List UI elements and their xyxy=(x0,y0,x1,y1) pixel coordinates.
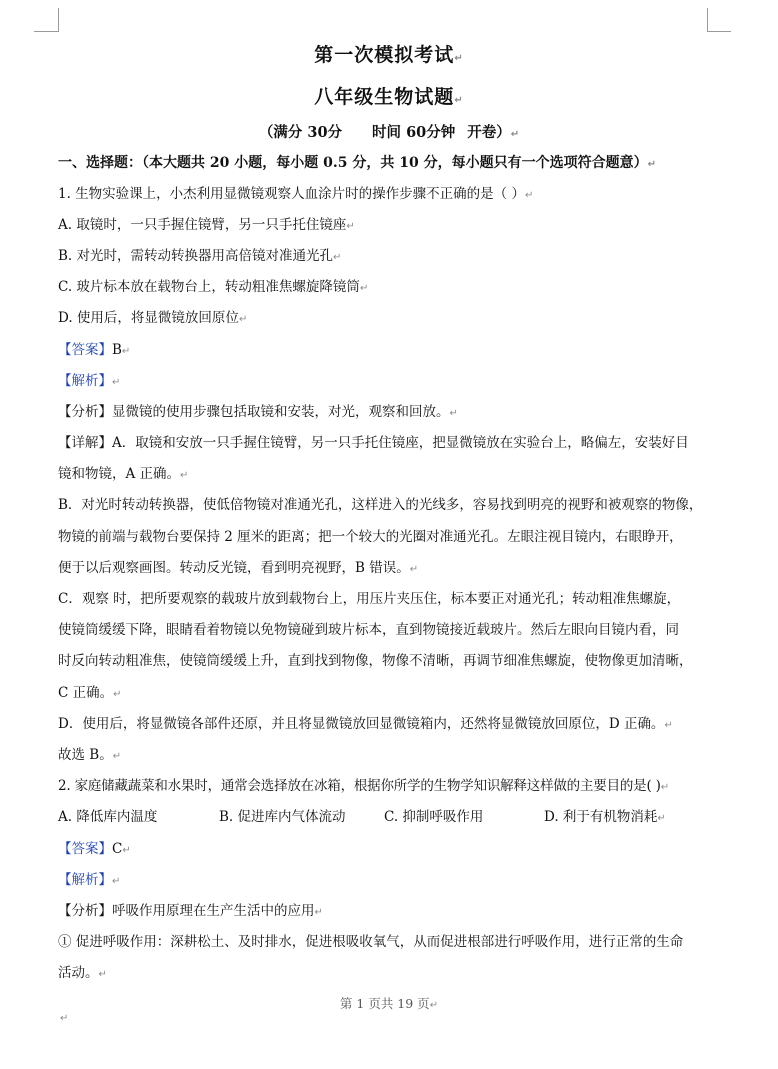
crop-mark-top-right-vertical xyxy=(707,8,708,32)
q2-point-line-2: 活动。↵ xyxy=(58,965,107,981)
crop-mark-top-right-horizontal xyxy=(707,31,731,32)
q1-detail-line-11: 故选 B。↵ xyxy=(58,747,122,763)
q1-option-c: C. 玻片标本放在载物台上，转动粗准焦螺旋降镜筒↵ xyxy=(58,279,369,295)
q1-option-a: A. 取镜时，一只手握住镜臂，另一只手托住镜座↵ xyxy=(58,217,355,233)
q2-option-a: A. 降低库内温度 xyxy=(58,809,158,825)
q2-answer: 【答案】C↵ xyxy=(58,841,131,857)
q1-detail-line-8: 时反向转动粗准焦，使镜筒缓缓上升，直到找到物像，物像不清晰，再调节细准焦螺旋，使物像更加清晰， xyxy=(58,653,693,669)
q2-option-b: B. 促进库内气体流动 xyxy=(219,809,346,825)
exam-subtitle: 八年级生物试题↵ xyxy=(314,86,464,108)
q2-option-d: D. 利于有机物消耗↵ xyxy=(544,809,666,825)
q1-detail-line-7: 使镜筒缓缓下降，眼睛看着物镜以免物镜碰到玻片标本，直到物镜接近载玻片。然后左眼向目镜内看，同 xyxy=(58,622,679,638)
q1-detail-line-9: C 正确。↵ xyxy=(58,685,122,701)
q2-explain-tag: 【解析】↵ xyxy=(58,872,121,888)
q1-stem: 1. 生物实验课上，小杰利用显微镜观察人血涂片时的操作步骤不正确的是（ ）↵ xyxy=(58,186,534,202)
q1-detail-line-5: 便于以后观察画图。转动反光镜，看到明亮视野，B 错误。↵ xyxy=(58,560,419,576)
q1-detail-line-2: 镜和物镜，A 正确。↵ xyxy=(58,466,189,482)
q1-option-d: D. 使用后，将显微镜放回原位↵ xyxy=(58,310,248,326)
q1-option-b: B. 对光时，需转动转换器用高倍镜对准通光孔↵ xyxy=(58,248,342,264)
q2-stem: 2. 家庭储藏蔬菜和水果时，通常会选择放在冰箱，根据你所学的生物学知识解释这样做的主要目的是( )↵ xyxy=(58,778,669,794)
q1-analysis: 【分析】显微镜的使用步骤包括取镜和安装，对光，观察和回放。↵ xyxy=(58,404,458,420)
q2-analysis: 【分析】呼吸作用原理在生产生活中的应用↵ xyxy=(58,903,323,919)
q1-explain-tag: 【解析】↵ xyxy=(58,373,121,389)
q2-option-c: C. 抑制呼吸作用 xyxy=(384,809,484,825)
q2-point-line-1: ① 促进呼吸作用：深耕松土、及时排水，促进根吸收氧气，从而促进根部进行呼吸作用，进行正常的生命 xyxy=(58,934,684,950)
q1-detail-line-1: 【详解】A．取镜和安放一只手握住镜臂，另一只手托住镜座，把显微镜放在实验台上，略偏左，安装好目 xyxy=(58,435,689,451)
paragraph-mark: ↵ xyxy=(60,1013,69,1024)
q1-detail-line-6: C．观察 时，把所要观察的载玻片放到载物台上，用压片夹压住，标本要正对通光孔；转动粗准焦螺旋， xyxy=(58,591,681,607)
page-footer: 第 1 页共 19 页↵ xyxy=(339,996,439,1011)
exam-title: 第一次模拟考试↵ xyxy=(314,44,464,66)
q1-detail-line-10: D．使用后，将显微镜各部件还原，并且将显微镜放回显微镜箱内，还然将显微镜放回原位，D 正确。↵ xyxy=(58,716,673,732)
section-heading: 一、选择题：（本大题共 20 小题，每小题 0.5 分，共 10 分，每小题只有一个选项符合题意）↵ xyxy=(58,155,656,171)
crop-mark-top-left-vertical xyxy=(58,8,59,32)
crop-mark-top-left-horizontal xyxy=(34,31,58,32)
q1-detail-line-3: B．对光时转动转换器，使低倍物镜对准通光孔，这样进入的光线多，容易找到明亮的视野和被观察的物像， xyxy=(58,497,703,513)
q1-answer: 【答案】B↵ xyxy=(58,342,131,358)
exam-info: （满分 30分 时间 60分钟 开卷）↵ xyxy=(258,124,520,141)
q1-detail-line-4: 物镜的前端与载物台要保持 2 厘米的距离；把一个较大的光圈对准通光孔。左眼注视目镜内，右眼睁开， xyxy=(58,529,683,545)
